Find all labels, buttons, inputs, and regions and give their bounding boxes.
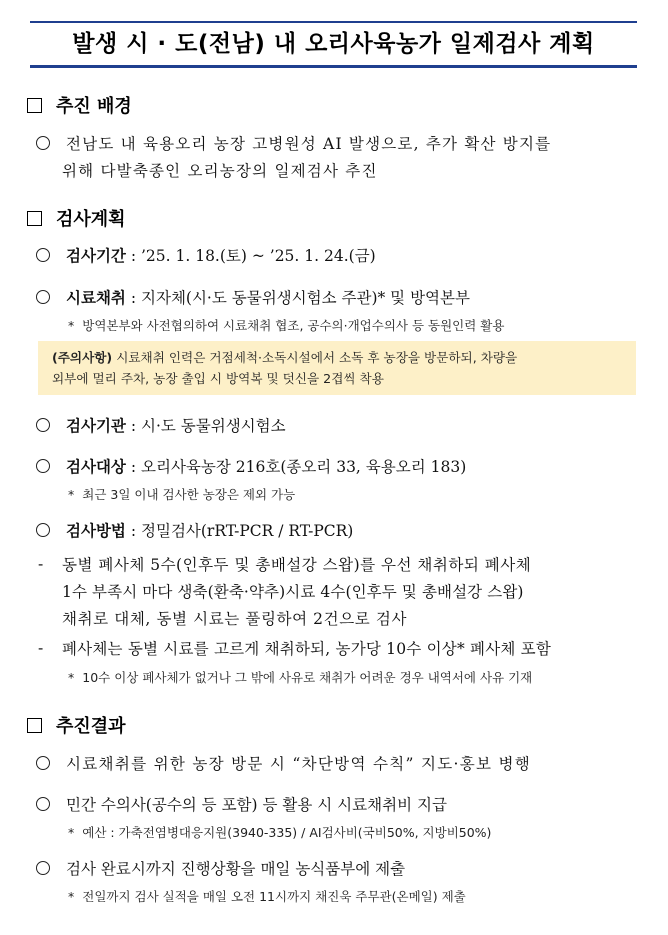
title-bottom-rule [30,65,637,68]
plan-agency [36,414,286,436]
caution-line-2: 외부에 멀리 주차, 농장 출입 시 방역복 및 덧신을 2겹씩 착용 [52,371,384,386]
method-value: : 정밀검사(rRT-PCR / RT-PCR) [130,522,354,540]
results-item-2-note [68,823,491,841]
section-results-heading [27,712,126,738]
sampling-note [68,316,504,334]
method-note [68,668,532,686]
period-label: 검사기간 [66,246,126,265]
target-note [68,485,295,503]
section-heading-text: 추진 배경 [56,96,132,117]
dash-bullet-icon: - [38,639,44,657]
target-note-text: 최근 3일 이내 검사한 농장은 제외 가능 [82,487,296,502]
period-value: : ’25. 1. 18.(토) ~ ’25. 1. 24.(금) [130,247,376,265]
circle-bullet-icon [36,459,50,473]
asterisk-icon: * [68,318,75,333]
circle-bullet-icon [36,290,50,304]
plan-period [36,244,376,266]
section-plan-heading [27,205,126,231]
target-value: : 오리사육농장 216호(종오리 33, 육용오리 183) [130,458,467,476]
results-item-3 [36,857,405,879]
results-item-2-text: 민간 수의사(공수의 등 포함) 등 활용 시 시료채취비 지급 [66,796,447,814]
method-dash1-line-2: 1수 부족시 마다 생축(환축·약추)시료 4수(인후두 및 총배설강 스왑) [62,583,524,601]
circle-bullet-icon [36,861,50,875]
results-item-2 [36,793,447,815]
plan-sampling [36,286,470,308]
sampling-label: 시료채취 [66,288,126,307]
title-block [30,21,637,68]
method-dash1-line-1: 동별 폐사체 5수(인후두 및 총배설강 스왑)를 우선 채취하되 폐사체 [62,556,532,574]
asterisk-icon: * [68,670,75,685]
sampling-note-text: 방역본부와 사전협의하여 시료채취 협조, 공수의·개업수의사 등 동원인력 활용 [82,318,505,333]
circle-bullet-icon [36,136,50,150]
agency-value: : 시·도 동물위생시험소 [130,417,286,435]
results-item-3-note [68,887,466,905]
plan-method [36,519,353,541]
caution-line-1: 시료채취 인력은 거점세척·소독시설에서 소독 후 농장을 방문하되, 차량을 [116,350,518,365]
section-background-heading [27,92,132,118]
results-item-1 [36,752,531,774]
asterisk-icon: * [68,487,75,502]
method-note-text: 10수 이상 폐사체가 없거나 그 밖에 사유로 채취가 어려운 경우 내역서에 사유 기재 [82,670,533,685]
background-item [36,132,551,154]
page-title: 발생 시 · 도(전남) 내 오리사육농가 일제검사 계획 [72,31,595,57]
circle-bullet-icon [36,756,50,770]
background-line-2: 위해 다발축종인 오리농장의 일제검사 추진 [62,162,378,180]
caution-label: (주의사항) [52,350,113,365]
agency-label: 검사기관 [66,416,126,435]
asterisk-icon: * [68,889,75,904]
background-line-1: 전남도 내 육용오리 농장 고병원성 AI 발생으로, 추가 확산 방지를 [66,135,552,153]
results-item-3-text: 검사 완료시까지 진행상황을 매일 농식품부에 제출 [66,860,406,878]
asterisk-icon: * [68,825,75,840]
square-bullet-icon [27,98,42,113]
square-bullet-icon [27,718,42,733]
circle-bullet-icon [36,797,50,811]
target-label: 검사대상 [66,457,126,476]
dash-bullet-icon: - [38,555,44,573]
method-dash2: 폐사체는 동별 시료를 고르게 채취하되, 농가당 10수 이상* 폐사체 포함 [62,640,552,658]
results-item-3-note-text: 전일까지 검사 실적을 매일 오전 11시까지 채진욱 주무관(온메일) 제출 [82,889,466,904]
caution-box [38,341,636,395]
section-heading-text: 검사계획 [56,209,126,230]
circle-bullet-icon [36,523,50,537]
sampling-value: : 지자체(시·도 동물위생시험소 주관)* 및 방역본부 [130,289,470,307]
section-heading-text: 추진결과 [56,716,126,737]
plan-target [36,455,466,477]
method-label: 검사방법 [66,521,126,540]
results-item-1-text: 시료채취를 위한 농장 방문 시 “차단방역 수칙” 지도·홍보 병행 [66,755,532,773]
circle-bullet-icon [36,418,50,432]
square-bullet-icon [27,211,42,226]
method-dash1-line-3: 채취로 대체, 동별 시료는 풀링하여 2건으로 검사 [62,610,408,628]
circle-bullet-icon [36,248,50,262]
results-item-2-note-text: 예산 : 가축전염병대응지원(3940-335) / AI검사비(국비50%, 지방비50%) [82,825,492,840]
